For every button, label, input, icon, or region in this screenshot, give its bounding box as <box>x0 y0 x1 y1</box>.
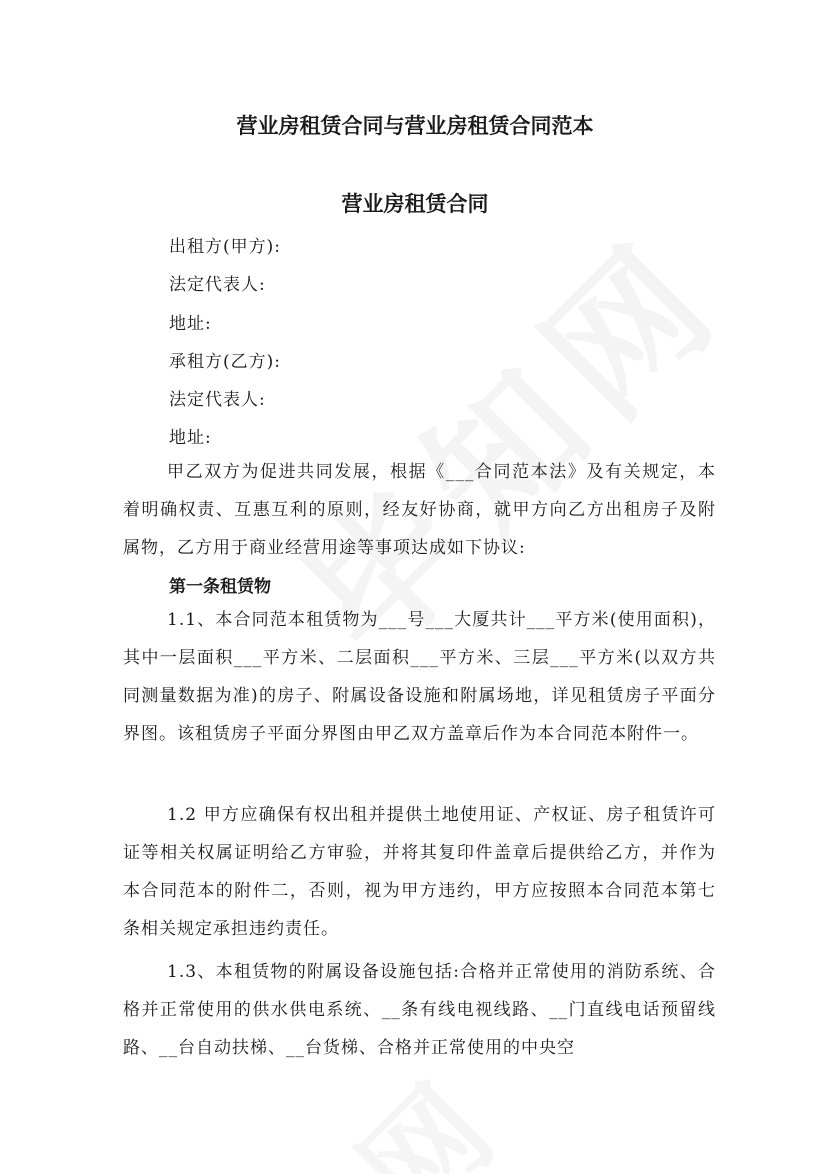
party-lessee: 承租方(乙方): <box>169 352 281 372</box>
party-lessee-address: 地址: <box>169 428 212 448</box>
clause-1-2: 1.2 甲方应确保有权出租并提供土地使用证、产权证、房子租赁许可证等相关权属证明给乙方审验，并将其复印件盖章后提供给乙方，并作为本合同范本的附件二，否则，视为甲方违约，甲方应按照本合同范本第七条相关规定承担违约责任。 <box>123 805 716 939</box>
intro-paragraph: 甲乙双方为促进共同发展，根据《___合同范本法》及有关规定，本着明确权责、互惠互利的原则，经友好协商，就甲方向乙方出租房子及附属物，乙方用于商业经营用途等事项达成如下协议: <box>123 462 716 558</box>
main-title: 营业房租赁合同与营业房租赁合同范本 <box>236 114 594 138</box>
clause-1-1: 1.1、本合同范本租赁物为___号___大厦共计___平方米(使用面积)，其中一层面积___平方米、二层面积___平方米、三层___平方米(以双方共同测量数据为准)的房子、附属设备设施和附属场地，详见租赁房子平面分界图。该租赁房子平面分界图由甲乙双方盖章后作为本合同范本附件一。 <box>123 610 716 744</box>
party-lessor: 出租方(甲方): <box>169 237 281 257</box>
sub-title: 营业房租赁合同 <box>341 192 489 216</box>
party-lessor-address: 地址: <box>169 314 212 334</box>
party-lessor-representative: 法定代表人: <box>169 275 266 295</box>
party-lessee-representative: 法定代表人: <box>169 390 266 410</box>
clause-1-3: 1.3、本租赁物的附属设备设施包括:合格并正常使用的消防系统、合格并正常使用的供水供电系统、__条有线电视线路、__门直线电话预留线路、__台自动扶梯、__台货梯、合格并正常使用的中央空 <box>123 962 716 1058</box>
article-1-heading: 第一条租赁物 <box>169 577 271 597</box>
